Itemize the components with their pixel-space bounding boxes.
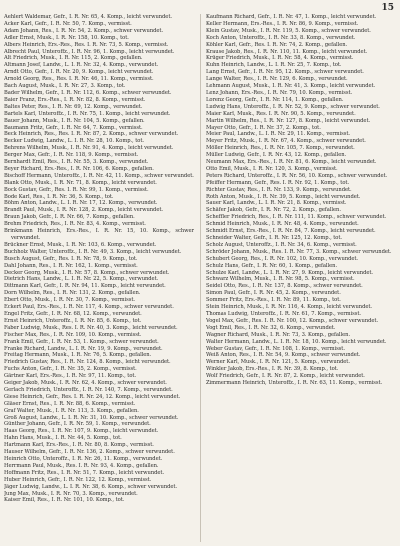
list-entry: Behrens Wilhelm, Musk., I. R. Nr. 91, 4. Komp., leicht verwundet. <box>4 145 174 152</box>
list-entry: Seidel Otto, Res., I. R. Nr. 137, 8. Komp., schwer verwundet. <box>206 283 363 290</box>
list-entry: Hoffmann Fritz, Res., I. R. Nr. 51, 7. Komp., leicht verwundet. <box>4 469 165 476</box>
list-entry: Schäfer Jakob, Gefr., I. R. Nr. 72, 2. Komp., gefallen. <box>206 207 341 214</box>
list-entry: Werner Karl, Musk., I. R. Nr. 121, 5. Komp., verwundet. <box>206 359 350 366</box>
list-entry: Kaufmann Richard, Gefr., I. R. Nr. 47, 1. Komp., leicht verwundet. <box>206 14 377 20</box>
list-entry: Kaiser Emil, Res., I. R. Nr. 101, 10. Komp., tot. <box>4 497 125 504</box>
list-entry: Bischoff Hermann, Unteroffz., I. R. Nr. 42, 11. Komp., schwer verwundet. <box>4 172 194 179</box>
list-entry: Köhler Karl, Gefr., Res. I. R. Nr. 74, 2. Komp., gefallen. <box>206 41 348 48</box>
list-entry: Keller Hermann, Ers.-Res., I. R. Nr. 86, 9. Komp., vermisst. <box>206 20 359 27</box>
list-entry: Lehmann August, Musk., I. R. Nr. 41, 3. Komp., leicht verwundet. <box>206 83 376 90</box>
list-entry: Schmid Heinrich, Musk., I. R. Nr. 48, 4. Komp., verwundet. <box>206 221 359 228</box>
list-entry: Hauser Wilhelm, Gefr., I. R. Nr. 136, 2. Komp., schwer verwundet. <box>4 449 175 456</box>
list-entry: Gläser Ernst, Res., I. R. Nr. 88, 6. Komp., vermisst. <box>4 400 136 407</box>
list-entry: Krause Jakob, Res., I. R. Nr. 110, 11. Komp., leicht verwundet. <box>206 48 368 55</box>
list-entry: Scholz August, Unteroffz., I. R. Nr. 34, 6. Komp., vermisst. <box>206 241 357 248</box>
list-entry: Walter Hermann, Landw., L. I. R. Nr. 18, 10. Komp., leicht verwundet. <box>206 338 387 345</box>
list-entry: Franke Richard, Landw., L. I. R. Nr. 19, 9. Komp., verwundet. <box>4 345 163 352</box>
list-entry: Faber Ludwig, Musk., Res. I. R. Nr. 40, 3. Komp., leicht verwundet. <box>4 324 178 331</box>
list-entry: Heinrich Otto, Unteroffz., I. R. Nr. 26, 11. Komp., verwundet. <box>4 456 163 462</box>
list-entry: Martin Wilhelm, Res., I. R. Nr. 127, 8. Komp., leicht verwundet. <box>206 117 371 124</box>
list-entry: Sommer Fritz, Ers.-Res., I. R. Nr. 89, 11. Komp., tot. <box>206 297 341 304</box>
list-entry: Maier Karl, Musk., Res. I. R. Nr. 90, 5. Komp., verwundet. <box>206 110 356 117</box>
list-entry: Bode Karl, Res., I. R. Nr. 36, 5. Komp., tot. <box>4 193 114 200</box>
list-entry: Blank Otto, Musk., I. R. Nr. 71, 8. Komp., leicht verwundet. <box>4 179 157 186</box>
list-entry: Ebert Otto, Musk., I. R. Nr. 30, 7. Komp., vermisst. <box>4 297 135 304</box>
list-entry: Sauer Karl, Landw., L. I. R. Nr. 21, 8. Komp., vermisst. <box>206 200 347 207</box>
list-entry: Jung Max, Musk., I. R. Nr. 70, 3. Komp., verwundet. <box>4 490 138 497</box>
list-entry: Zimmermann Heinrich, Unteroffz., I. R. Nr. 63, 11. Komp., vermisst. <box>206 380 383 387</box>
list-entry: Klein Gustav, Musk., I. R. Nr. 119, 5. Komp., schwer verwundet. <box>206 27 371 34</box>
list-entry: Dittmann Karl, Gefr., I. R. Nr. 94, 11. Komp., leicht verwundet. <box>4 283 166 290</box>
list-entry: Gerlach Friedrich, Unteroffz., I. R. Nr. 140, 7. Komp., verwundet. <box>4 386 173 393</box>
column-divider <box>200 14 201 542</box>
list-entry: Peters Richard, Unteroffz., I. R. Nr. 56, 10. Komp., schwer verwundet. <box>206 172 388 179</box>
right-column <box>206 14 396 542</box>
list-entry: Albrecht Paul, Unteroffz., I. R. Nr. 96, 1. Komp., leicht verwundet. <box>4 48 175 55</box>
list-entry: Decker Georg, Musk., I. R. Nr. 57, 8. Komp., schwer verwundet. <box>4 269 170 276</box>
list-entry: Friedrich Gustav, Res., I. R. Nr. 124, 8. Komp., leicht verwundet. <box>4 359 171 366</box>
list-entry: Kuhn Heinrich, Landw., L. I. R. Nr. 25, 7. Komp., tot. <box>206 62 342 69</box>
list-entry: Möller Heinrich, Res., I. R. Nr. 105, 7. Komp., verwundet. <box>206 145 355 152</box>
list-entry: Adler Ernst, Musk., I. R. Nr. 158, 10. Komp., tot. <box>4 34 129 41</box>
list-entry: Aehlert Waldemar, Gefr., I. R. Nr. 65, 4. Komp., leicht verwundet. <box>4 14 172 20</box>
list-entry: Lenz Johann, Ers.-Res., I. R. Nr. 79, 10. Komp., vermisst. <box>206 89 353 96</box>
list-entry: Hartmann Karl, Ers.-Res., I. R. Nr. 80, 8. Komp., vermisst. <box>4 442 154 449</box>
list-entry: Lang Ernst, Gefr., I. R. Nr. 95, 12. Komp., schwer verwundet. <box>206 69 364 76</box>
list-entry: Haas Georg, Res., I. R. Nr. 107, 9. Komp., leicht verwundet. <box>4 428 159 435</box>
list-entry: Becker Ludwig, Landw., L. I. R. Nr. 28, 10. Komp., tot. <box>4 138 144 145</box>
list-entry: Richter Gustav, Res., I. R. Nr. 133, 9. Komp., verwundet. <box>206 186 352 193</box>
list-entry: Pfeiffer Hermann, Gefr., Res. I. R. Nr. 92, 1. Komp., tot. <box>206 179 350 186</box>
list-entry: Vogt Emil, Res., I. R. Nr. 32, 6. Komp., verwundet. <box>206 324 336 331</box>
page-number: 15 <box>381 3 394 13</box>
list-entry: Hahn Hans, Musk., I. R. Nr. 44, 5. Komp., tot. <box>4 435 122 442</box>
list-entry: Bock Gustav, Gefr., Res. I. R. Nr. 99, 1. Komp., vermisst. <box>4 186 149 193</box>
list-entry: Herrmann Paul, Musk., Res. I. R. Nr. 93, 4. Komp., gefallen. <box>4 462 159 469</box>
list-entry: Fuchs Anton, Gefr., I. R. Nr. 35, 2. Komp., vermisst. <box>4 366 137 373</box>
list-entry: Ludwig Hans, Unteroffz., I. R. Nr. 52, 9. Komp., schwer verwundet. <box>206 103 380 110</box>
list-entry: Ernst Heinrich, Unteroffz., I. R. Nr. 85, 6. Komp., tot. <box>4 317 142 324</box>
list-entry: Buchholz Walter, Unteroffz., I. R. Nr. 49, 3. Komp., leicht verwundet. <box>4 248 182 255</box>
list-entry: Krüger Friedrich, Musk., I. R. Nr. 58, 4. Komp., vermisst. <box>206 55 354 62</box>
list-entry: Müller Ludwig, Gefr., I. R. Nr. 43, 12. Komp., gefallen. <box>206 152 347 159</box>
list-entry: Baltes Peter, Res., I. R. Nr. 69, 12. Komp., verwundet. <box>4 103 143 110</box>
list-entry: Albers Heinrich, Ers.-Res., Res. I. R. Nr. 73, 5. Komp., vermisst. <box>4 41 169 48</box>
list-entry: Brandt Paul, Musk., I. R. Nr. 128, 2. Komp., leicht verwundet. <box>4 207 163 214</box>
list-entry: Wagner Richard, Musk., I. R. Nr. 73, 3. Komp., gefallen. <box>206 331 351 338</box>
list-entry: Adam Johann, Res., I. R. Nr. 54, 2. Komp., schwer verwundet. <box>4 27 164 34</box>
list-entry: Arnold Georg, Res., Res. I. R. Nr. 46, 11. Komp., vermisst. <box>4 76 154 83</box>
list-entry: Winkler Jakob, Ers.-Res., I. R. Nr. 39, 8. Komp., tot. <box>206 366 339 373</box>
list-entry: Weiß Anton, Res., I. R. Nr. 54, 9. Komp., schwer verwundet. <box>206 352 361 359</box>
list-entry: Arndt Otto, Gefr., I. R. Nr. 20, 9. Komp., leicht verwundet. <box>4 69 154 76</box>
list-entry: Groß August, Landw., L. I. R. Nr. 31, 10. Komp., schwer verwundet. <box>4 414 179 421</box>
list-entry: Roth Anton, Musk., I. R. Nr. 39, 5. Komp., leicht verwundet. <box>206 193 361 200</box>
list-entry: Bartels Karl, Unteroffz., I. R. Nr. 75, 1. Komp., leicht verwundet. <box>4 110 171 117</box>
list-entry: Giese Heinrich, Gefr., Res. I. R. Nr. 24, 12. Komp., leicht verwundet. <box>4 393 181 400</box>
list-entry: Geiger Jakob, Musk., I. R. Nr. 62, 4. Komp., schwer verwundet. <box>4 380 167 387</box>
list-entry: Dahl Johann, Res., I. R. Nr. 162, 1. Komp., vermisst. <box>4 262 138 269</box>
list-entry: Günther Johann, Gefr., I. R. Nr. 59, 1. Komp., verwundet. <box>4 421 151 428</box>
list-entry: Brückner Ernst, Musk., I. R. Nr. 103, 6. Komp., verwundet. <box>4 241 157 248</box>
list-entry: Graf Walter, Musk., I. R. Nr. 113, 3. Komp., gefallen. <box>4 407 139 414</box>
list-entry: Simon Paul, Gefr., I. R. Nr. 45, 2. Komp., verwundet. <box>206 290 341 297</box>
list-entry: Busch August, Gefr., Res. I. R. Nr. 78, 9. Komp., tot. <box>4 255 138 262</box>
list-entry: Altmann Josef, Landw., L. I. R. Nr. 32, 4. Komp., verwundet. <box>4 62 159 69</box>
list-entry: Acker Karl, Gefr., I. R. Nr. 50, 7. Komp., vermisst. <box>4 20 132 27</box>
list-entry: Dorn Wilhelm, Res., I. R. Nr. 131, 2. Komp., gefallen. <box>4 290 141 297</box>
list-entry: Meier Paul, Landw., L. I. R. Nr. 29, 11. Komp., vermisst. <box>206 131 351 138</box>
list-entry: Schubert Georg, Res., I. R. Nr. 102, 10. Komp., verwundet. <box>206 255 359 262</box>
list-entry: Bader Wilhelm, Gefr., I. R. Nr. 112, 6. Komp., schwer verwundet. <box>4 89 172 96</box>
list-entry: Koch Anton, Unteroffz., I. R. Nr. 33, 8. Komp., verwundet. <box>206 34 356 41</box>
list-entry: Alt Friedrich, Musk., I. R. Nr. 115, 2. Komp., gefallen. <box>4 55 143 62</box>
list-entry: Bauer Johann, Musk., I. R. Nr. 104, 5. Komp., gefallen. <box>4 117 145 124</box>
list-entry: Schmidt Ernst, Ers.-Res., I. R. Nr. 84, 7. Komp., leicht verwundet. <box>206 228 376 235</box>
list-entry: Fischer Max, Res., I. R. Nr. 109, 10. Komp., vermisst. <box>4 331 142 338</box>
list-entry: Schulze Karl, Landw., L. I. R. Nr. 27, 9. Komp., leicht verwundet. <box>206 269 374 276</box>
list-entry: Wolf Friedrich, Gefr., I. R. Nr. 87, 2. Komp., leicht verwundet. <box>206 373 365 380</box>
list-entry: Freitag Hermann, Musk., I. R. Nr. 76, 5. Komp., gefallen. <box>4 352 152 359</box>
list-entry: Meyer Fritz, Musk., I. R. Nr. 67, 4. Komp., schwer verwundet. <box>206 138 366 145</box>
list-entry: Brehm Friedrich, Res., I. R. Nr. 83, 4. Komp., vermisst. <box>4 221 146 228</box>
list-entry: Gärtner Karl, Ers.-Res., I. R. Nr. 97, 11. Komp., tot. <box>4 373 137 380</box>
list-entry: Schneider Walter, Gefr., I. R. Nr. 125, 12. Komp., tot. <box>206 235 343 241</box>
list-entry: Scheffler Friedrich, Res., I. R. Nr. 111, 11. Komp., schwer verwundet. <box>206 214 387 221</box>
list-entry: Schulz Hans, Gefr., I. R. Nr. 60, 1. Komp., gefallen. <box>206 262 338 269</box>
list-entry: Weber Gustav, Gefr., I. R. Nr. 108, 1. Komp., vermisst. <box>206 345 345 352</box>
list-entry: Engel Fritz, Gefr., I. R. Nr. 68, 12. Komp., verwundet. <box>4 310 142 317</box>
list-entry: Frank Emil, Gefr., I. R. Nr. 53, 1. Komp., schwer verwundet. <box>4 338 159 345</box>
list-entry: Lange Walter, Res., I. R. Nr. 129, 6. Komp., verwundet. <box>206 76 348 83</box>
list-entry: Eckert Paul, Ers.-Res., I. R. Nr. 117, 4. Komp., schwer verwundet. <box>4 304 174 311</box>
list-entry: Huber Heinrich, Gefr., I. R. Nr. 122, 12. Komp., vermisst. <box>4 476 152 483</box>
list-entry: Neumann Max, Ers.-Res., I. R. Nr. 81, 6. Komp., leicht verwundet. <box>206 159 377 166</box>
list-entry: Jäger Ludwig, Landw., L. I. R. Nr. 38, 6. Komp., schwer verwundet. <box>4 483 178 490</box>
list-entry: Böhm Anton, Landw., L. I. R. Nr. 17, 12. Komp., verwundet. <box>4 200 158 207</box>
list-entry: Braun Jakob, Gefr., I. R. Nr. 66, 7. Komp., gefallen. <box>4 214 135 221</box>
list-entry: Vogel Max, Gefr., Res. I. R. Nr. 100, 12. Komp., schwer verwundet. <box>206 317 379 324</box>
list-entry: Stein Heinrich, Musk., I. R. Nr. 116, 4. Komp., leicht verwundet. <box>206 304 373 311</box>
list-entry: Beck Heinrich, Res., Res. I. R. Nr. 87, 2. Komp., schwer verwundet. <box>4 131 179 138</box>
list-entry: Dietrich Hans, Landw., L. I. R. Nr. 22, 5. Komp., verwundet. <box>4 276 159 283</box>
list-entry: Bach August, Musk., I. R. Nr. 27, 3. Komp., tot. <box>4 83 126 90</box>
left-column <box>4 14 194 542</box>
list-entry: Berger Max, Gefr., I. R. Nr. 118, 9. Komp., vermisst. <box>4 152 139 159</box>
list-entry: Brinkmann Heinrich, Ers.-Res., I. R. Nr. 15, 10. Komp., schwer verwundet. <box>4 228 194 241</box>
list-entry: Otto Emil, Musk., I. R. Nr. 120, 3. Komp., vermisst. <box>206 165 338 172</box>
list-entry: Baumann Fritz, Gefr., I. R. Nr. 64, 7. Komp., vermisst. <box>4 124 143 131</box>
list-entry: Bernhardt Emil, Res., I. R. Nr. 55, 3. Komp., verwundet. <box>4 159 149 166</box>
list-entry: Beyer Richard, Ers.-Res., I. R. Nr. 106, 6. Komp., gefallen. <box>4 165 154 172</box>
list-entry: Mayer Otto, Gefr., I. R. Nr. 37, 2. Komp., tot. <box>206 124 321 131</box>
list-entry: Thomas Ludwig, Unteroffz., I. R. Nr. 61, 7. Komp., vermisst. <box>206 310 362 317</box>
list-entry: Schröder Johann, Musk., Res. I. R. Nr. 77, 3. Komp., schwer verwundet. <box>206 248 392 255</box>
list-entry: Schwarz Wilhelm, Musk., I. R. Nr. 98, 5. Komp., vermisst. <box>206 276 355 283</box>
list-entry: Lorenz Georg, Gefr., I. R. Nr. 114, 1. Komp., gefallen. <box>206 96 344 103</box>
list-entry: Baier Franz, Ers.-Res., I. R. Nr. 82, 8. Komp., vermisst. <box>4 96 146 103</box>
